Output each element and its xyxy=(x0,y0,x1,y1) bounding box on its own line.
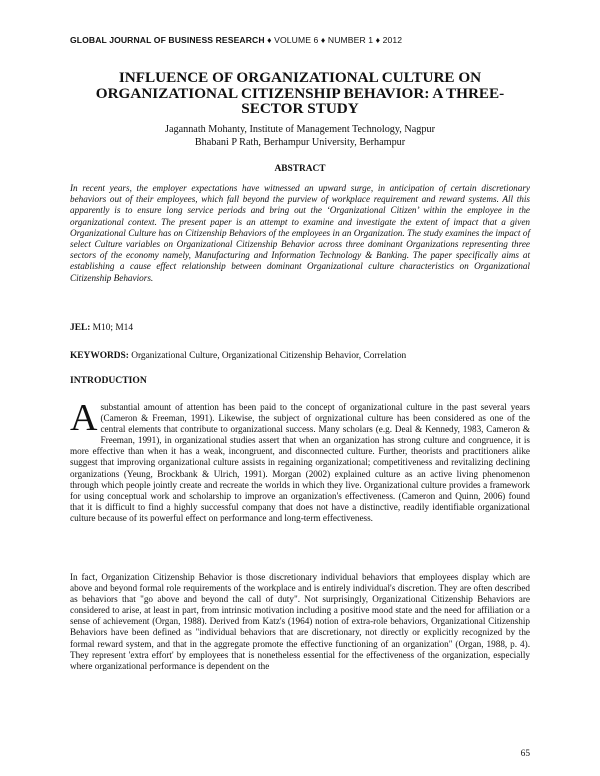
page-number: 65 xyxy=(520,749,530,759)
jel-value: M10; M14 xyxy=(92,323,134,333)
drop-cap: A xyxy=(70,397,98,439)
author-2: Bhabani P Rath, Berhampur University, Berhampur xyxy=(194,137,406,148)
keywords-label: KEYWORDS: xyxy=(70,351,129,361)
keywords xyxy=(70,351,530,361)
abstract-heading: ABSTRACT xyxy=(274,164,326,174)
intro-paragraph-2: In fact, Organization Citizenship Behavior is those discretionary individual behaviors that employees display which are above and beyond formal role requirements of the workplace and is entirely individual's discretion. They are often described as behaviors that "go above and beyond the call of duty". Not surprisingly, Organizational Citizenship Behaviors are considered to arise, at least in part, from intrinsic motivation including a positive mood state and the need for affiliation or a sense of achievement (Organ, 1988). Derived from Katz's (1964) notion of extra-role behaviors, Organizational Citizenship Behaviors have been defined as "individual behaviors that are discretionary, not directly or explicitly recognized by the formal reward system, and that in the aggregate promote the effective functioning of an organization" (Organ, 1988, p. 4). They represent 'extra effort' by employees that is nonetheless essential for the effectiveness of the organization, especially where organizational performance is dependent on the xyxy=(70,572,530,671)
intro-paragraph-1-text: substantial amount of attention has been paid to the concept of organizational culture in the past several years (Cameron & Freeman, 1991). Likewise, the subject of orgnizational culture has been considered as one of the central elements that contribute to organizational success. Many scholars (e.g. Deal & Kennedy, 1983, Cameron & Freeman, 1991), in organizational studies assert that when an organization has strong culture and congruence, it is more effective than when it has a weak, incongruent, and disconnected culture. Further, theorists and practitioners alike suggest that improving organizational culture assists in regaining organizational; competitiveness and revitalizing declining organizations (Yeung, Brockbank & Ulrich, 1991). Morgan (2002) explained culture as an active living phenomenon through which people jointly create and recreate the worlds in which they live. Organizational culture provides a framework for using conceptual work and scholarship to improve an organization's effectiveness. (Cameron and Quinn, 2006) found that it is difficult to find a highly successful company that does not have a distinctive, readily identifiable organizational culture because of its powerful effect on performance and long-term effectiveness. xyxy=(70,402,530,523)
separator-1: ♦ xyxy=(267,35,272,45)
introduction-heading: INTRODUCTION xyxy=(70,375,147,386)
abstract-text: In recent years, the employer expectations have witnessed an upward surge, in anticipation of certain discretionary behaviors out of their employees, which fall beyond the purview of workplace requirement and reward systems. All this apparently is to ensure long service periods and bring out the ‘Organizational Citizen’ within the employee in the organizational context. The present paper is an attempt to examine and investigate the extent of impact that a given Organizational Culture has on Citizenship Behaviors of the employees in an Organization. The study examines the impact of select Culture variables on Organizational Citizenship Behavior across three dominant Organizations representing three sectors of the economy namely, Manufacturing and Information Technology & Banking. The paper specifically aims at establishing a cause effect relationship between dominant Organizational culture characteristics on Organizational Citizenship Behaviors. xyxy=(70,183,530,283)
separator-2: ♦ xyxy=(320,35,326,45)
jel-codes xyxy=(70,323,530,333)
intro-paragraph-1 xyxy=(70,397,530,524)
keywords-value: Organizational Culture, Organizational Citizenship Behavior, Correlation xyxy=(131,351,407,361)
issue-number: NUMBER 1 xyxy=(327,35,374,45)
paper-title: INFLUENCE OF ORGANIZATIONAL CULTURE ON ORGANIZATIONAL CITIZENSHIP BEHAVIOR: A THREE-SECTOR STUDY xyxy=(95,69,505,117)
author-block xyxy=(70,123,530,149)
volume: VOLUME 6 xyxy=(274,35,319,45)
separator-3: ♦ xyxy=(375,35,381,45)
author-1: Jagannath Mohanty, Institute of Management Technology, Nagpur xyxy=(165,124,435,135)
journal-name: GLOBAL JOURNAL OF BUSINESS RESEARCH xyxy=(70,35,265,45)
jel-label: JEL: xyxy=(70,323,91,333)
running-header xyxy=(70,35,540,45)
year: 2012 xyxy=(382,35,403,45)
